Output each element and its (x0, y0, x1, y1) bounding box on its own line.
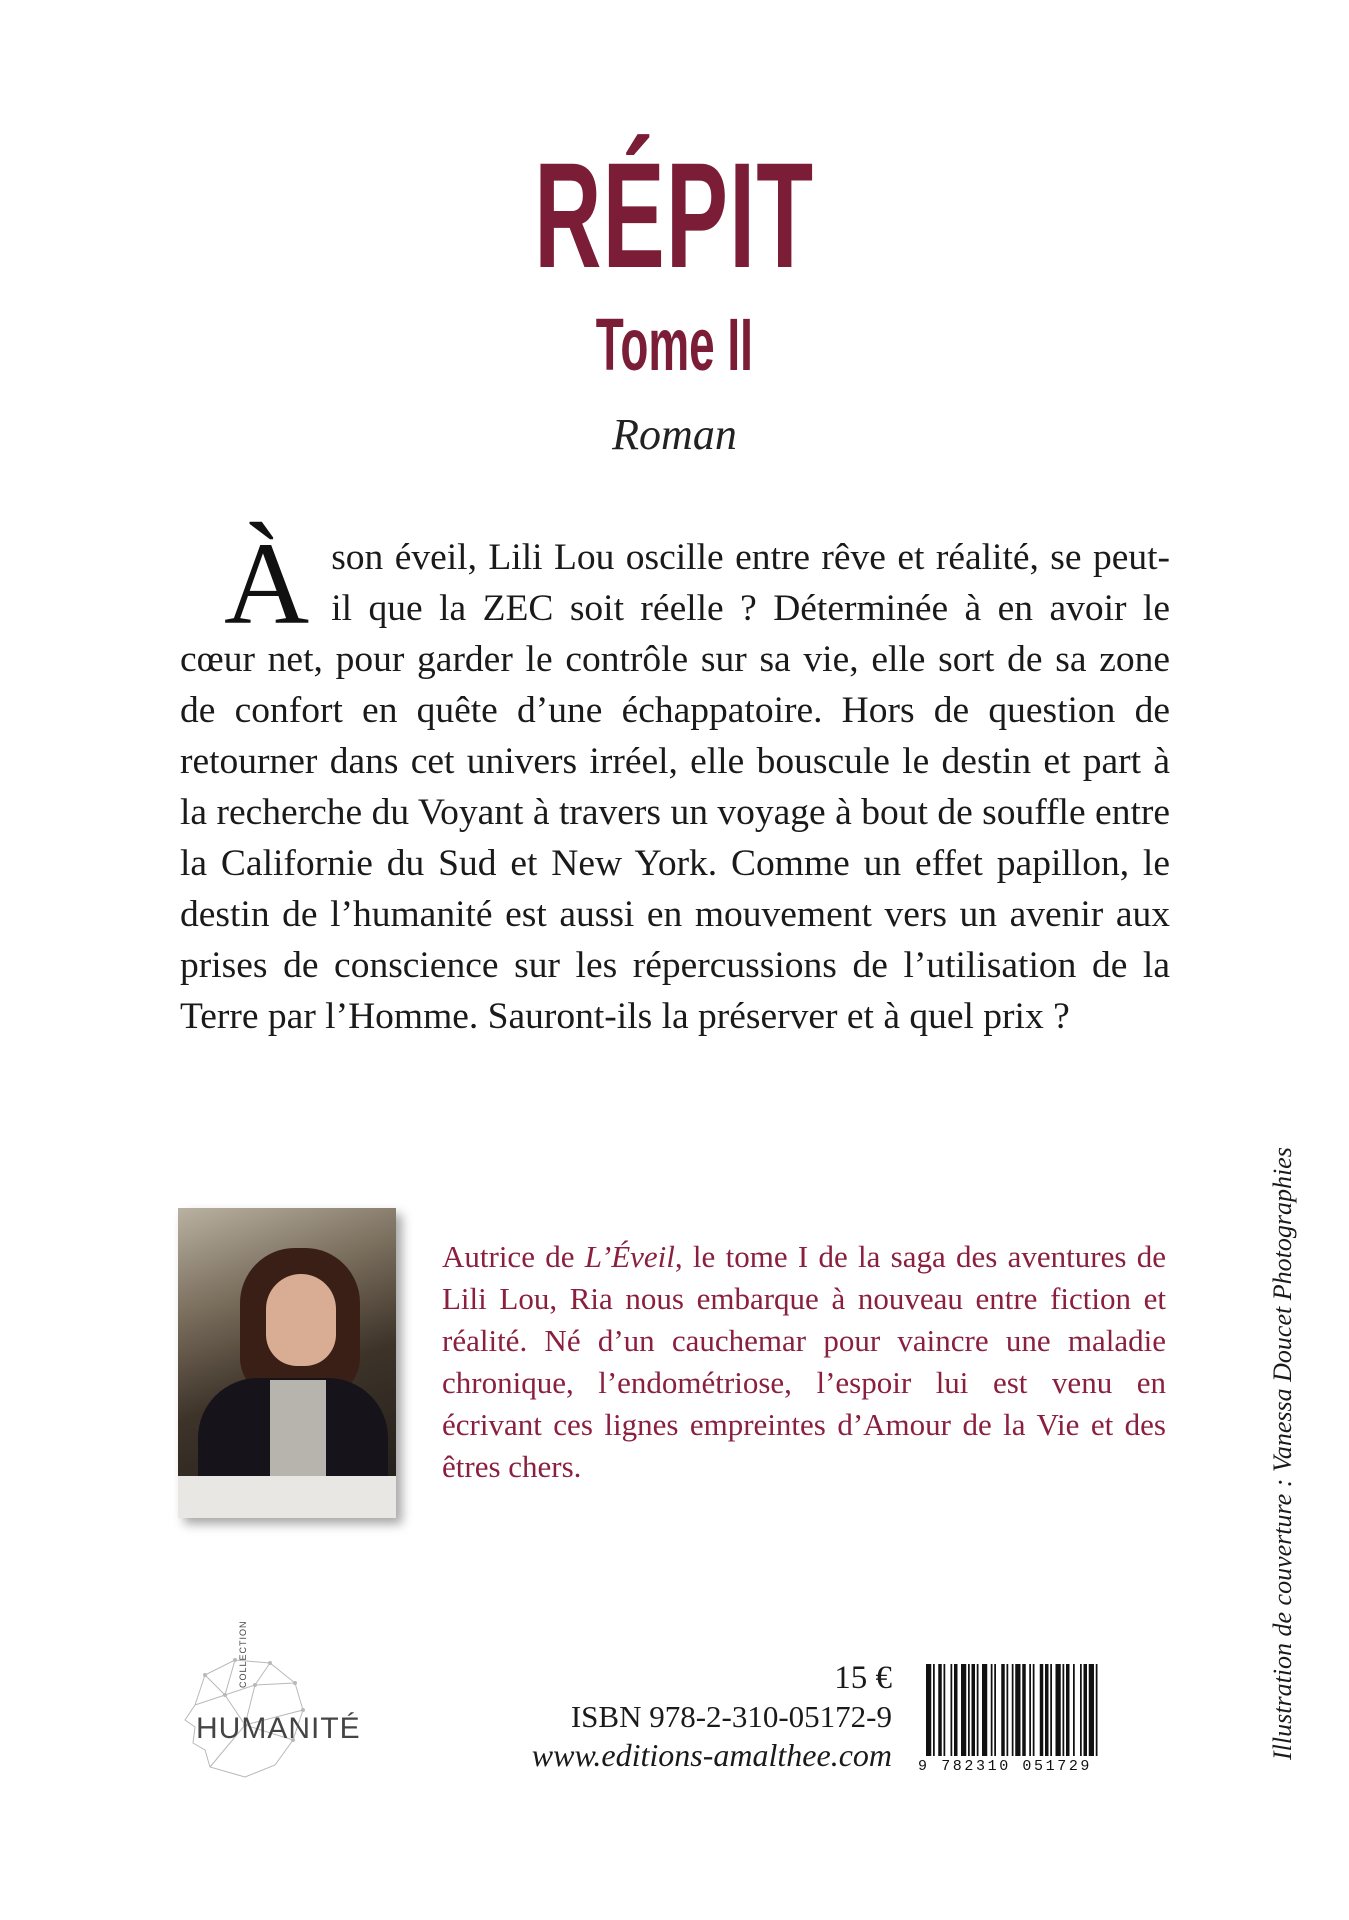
isbn: ISBN 978-2-310-05172-9 (570, 1699, 892, 1734)
book-title: RÉPIT (534, 131, 815, 299)
genre-label: Roman (612, 410, 737, 459)
blurb-text: son éveil, Lili Lou oscille entre rêve et réalité, se peut-il que la ZEC soit réelle ? Déterminée à en avoir le cœur net, pour garder le contrôle sur sa vie, elle sort de sa zone de confort en quête d’une échappatoire. Hors de question de retourner dans cet univers irréel, elle bouscule le destin et part à la recherche du Voyant à travers un voyage à bout de souffle entre la Californie du Sud et New York. Comme un effet papillon, le destin de l’humanité est aussi en mouvement vers un avenir aux prises de conscience sur les répercussions de l’utilisation de la Terre par l’Homme. Sauront-ils la préserver et à quel prix ? (180, 537, 1170, 1037)
back-cover-blurb (180, 518, 1170, 1042)
collection-name: HUMANITÉ (196, 1712, 361, 1745)
cover-credit: Illustration de couverture : Vanessa Doucet Photographies (1268, 1147, 1297, 1760)
collection-small-label: COLLECTION (238, 1620, 248, 1688)
publisher-info (460, 1658, 892, 1774)
barcode-icon (918, 1664, 1164, 1766)
price: 15 € (834, 1660, 892, 1696)
bio-text: , le tome I de la saga des aventures de Lili Lou, Ria nous embarque à nouveau entre fiction et réalité. Né d’un cauchemar pour vaincre une maladie chronique, l’endométriose, l’espoir lui est venu en écrivant ces lignes empreintes d’Amour de la Vie et des êtres chers. (442, 1239, 1166, 1484)
drop-cap: À (224, 518, 310, 649)
author-bio (442, 1236, 1166, 1488)
author-photo (178, 1208, 396, 1518)
barcode-digits: 9 782310 051729 (918, 1758, 1093, 1775)
publisher-website: www.editions-amalthee.com (531, 1737, 892, 1773)
bio-prefix: Autrice de (442, 1239, 585, 1274)
bio-book-title: L’Éveil (584, 1239, 675, 1274)
volume-label: Tome II (595, 303, 753, 386)
